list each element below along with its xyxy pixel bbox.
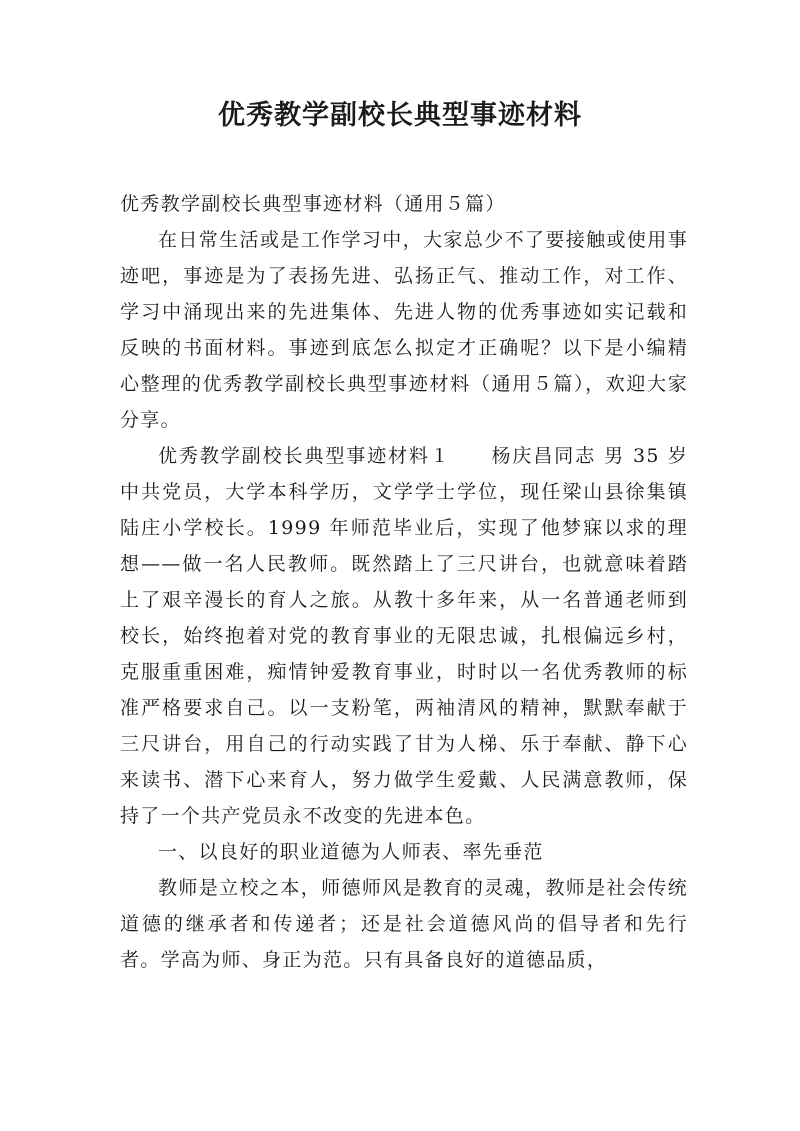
article-1-heading: 优秀教学副校长典型事迹材料１ bbox=[158, 445, 451, 467]
section-1-heading: 一、以良好的职业道德为人师表、率先垂范 bbox=[158, 841, 544, 863]
article-1-body: 杨庆昌同志 男 35 岁 中共党员，大学本科学历，文学学士学位，现任梁山县徐集镇陆庄小学校长。1999 年师范毕业后，实现了他梦寐以求的理想——做一名人民教师。既然踏上了三尺讲台，也就意味着踏上了艰辛漫长的育人之旅。从教十多年来，从一名普通老师到校长，始终抱着对党的教育事业的无限忠诚，扎根偏远乡村，克服重重困难，痴情钟爱教育事业，时时以一名优秀教师的标准严格要求自己。以一支粉笔，两袖清风的精神，默默奉献于三尺讲台，用自己的行动实践了甘为人梯、乐于奉献、静下心来读书、潜下心来育人，努力做学生爱戴、人民满意教师，保持了一个共产党员永不改变的先进本色。 bbox=[120, 445, 688, 827]
document-body bbox=[120, 186, 688, 978]
document-subtitle: 优秀教学副校长典型事迹材料（通用５篇） bbox=[120, 193, 506, 215]
document-title: 优秀教学副校长典型事迹材料 bbox=[218, 100, 582, 131]
article-1-paragraph bbox=[120, 438, 688, 834]
section-1-paragraph: 教师是立校之本，师德师风是教育的灵魂，教师是社会传统道德的继承者和传递者；还是社会道德风尚的倡导者和先行者。学高为师、身正为范。只有具备良好的道德品质， bbox=[120, 877, 688, 971]
intro-paragraph: 在日常生活或是工作学习中，大家总少不了要接触或使用事迹吧，事迹是为了表扬先进、弘扬正气、推动工作，对工作、学习中涌现出来的先进集体、先进人物的优秀事迹如实记载和反映的书面材料。事迹到底怎么拟定才正确呢？以下是小编精心整理的优秀教学副校长典型事迹材料（通用５篇），欢迎大家分享。 bbox=[120, 229, 688, 431]
